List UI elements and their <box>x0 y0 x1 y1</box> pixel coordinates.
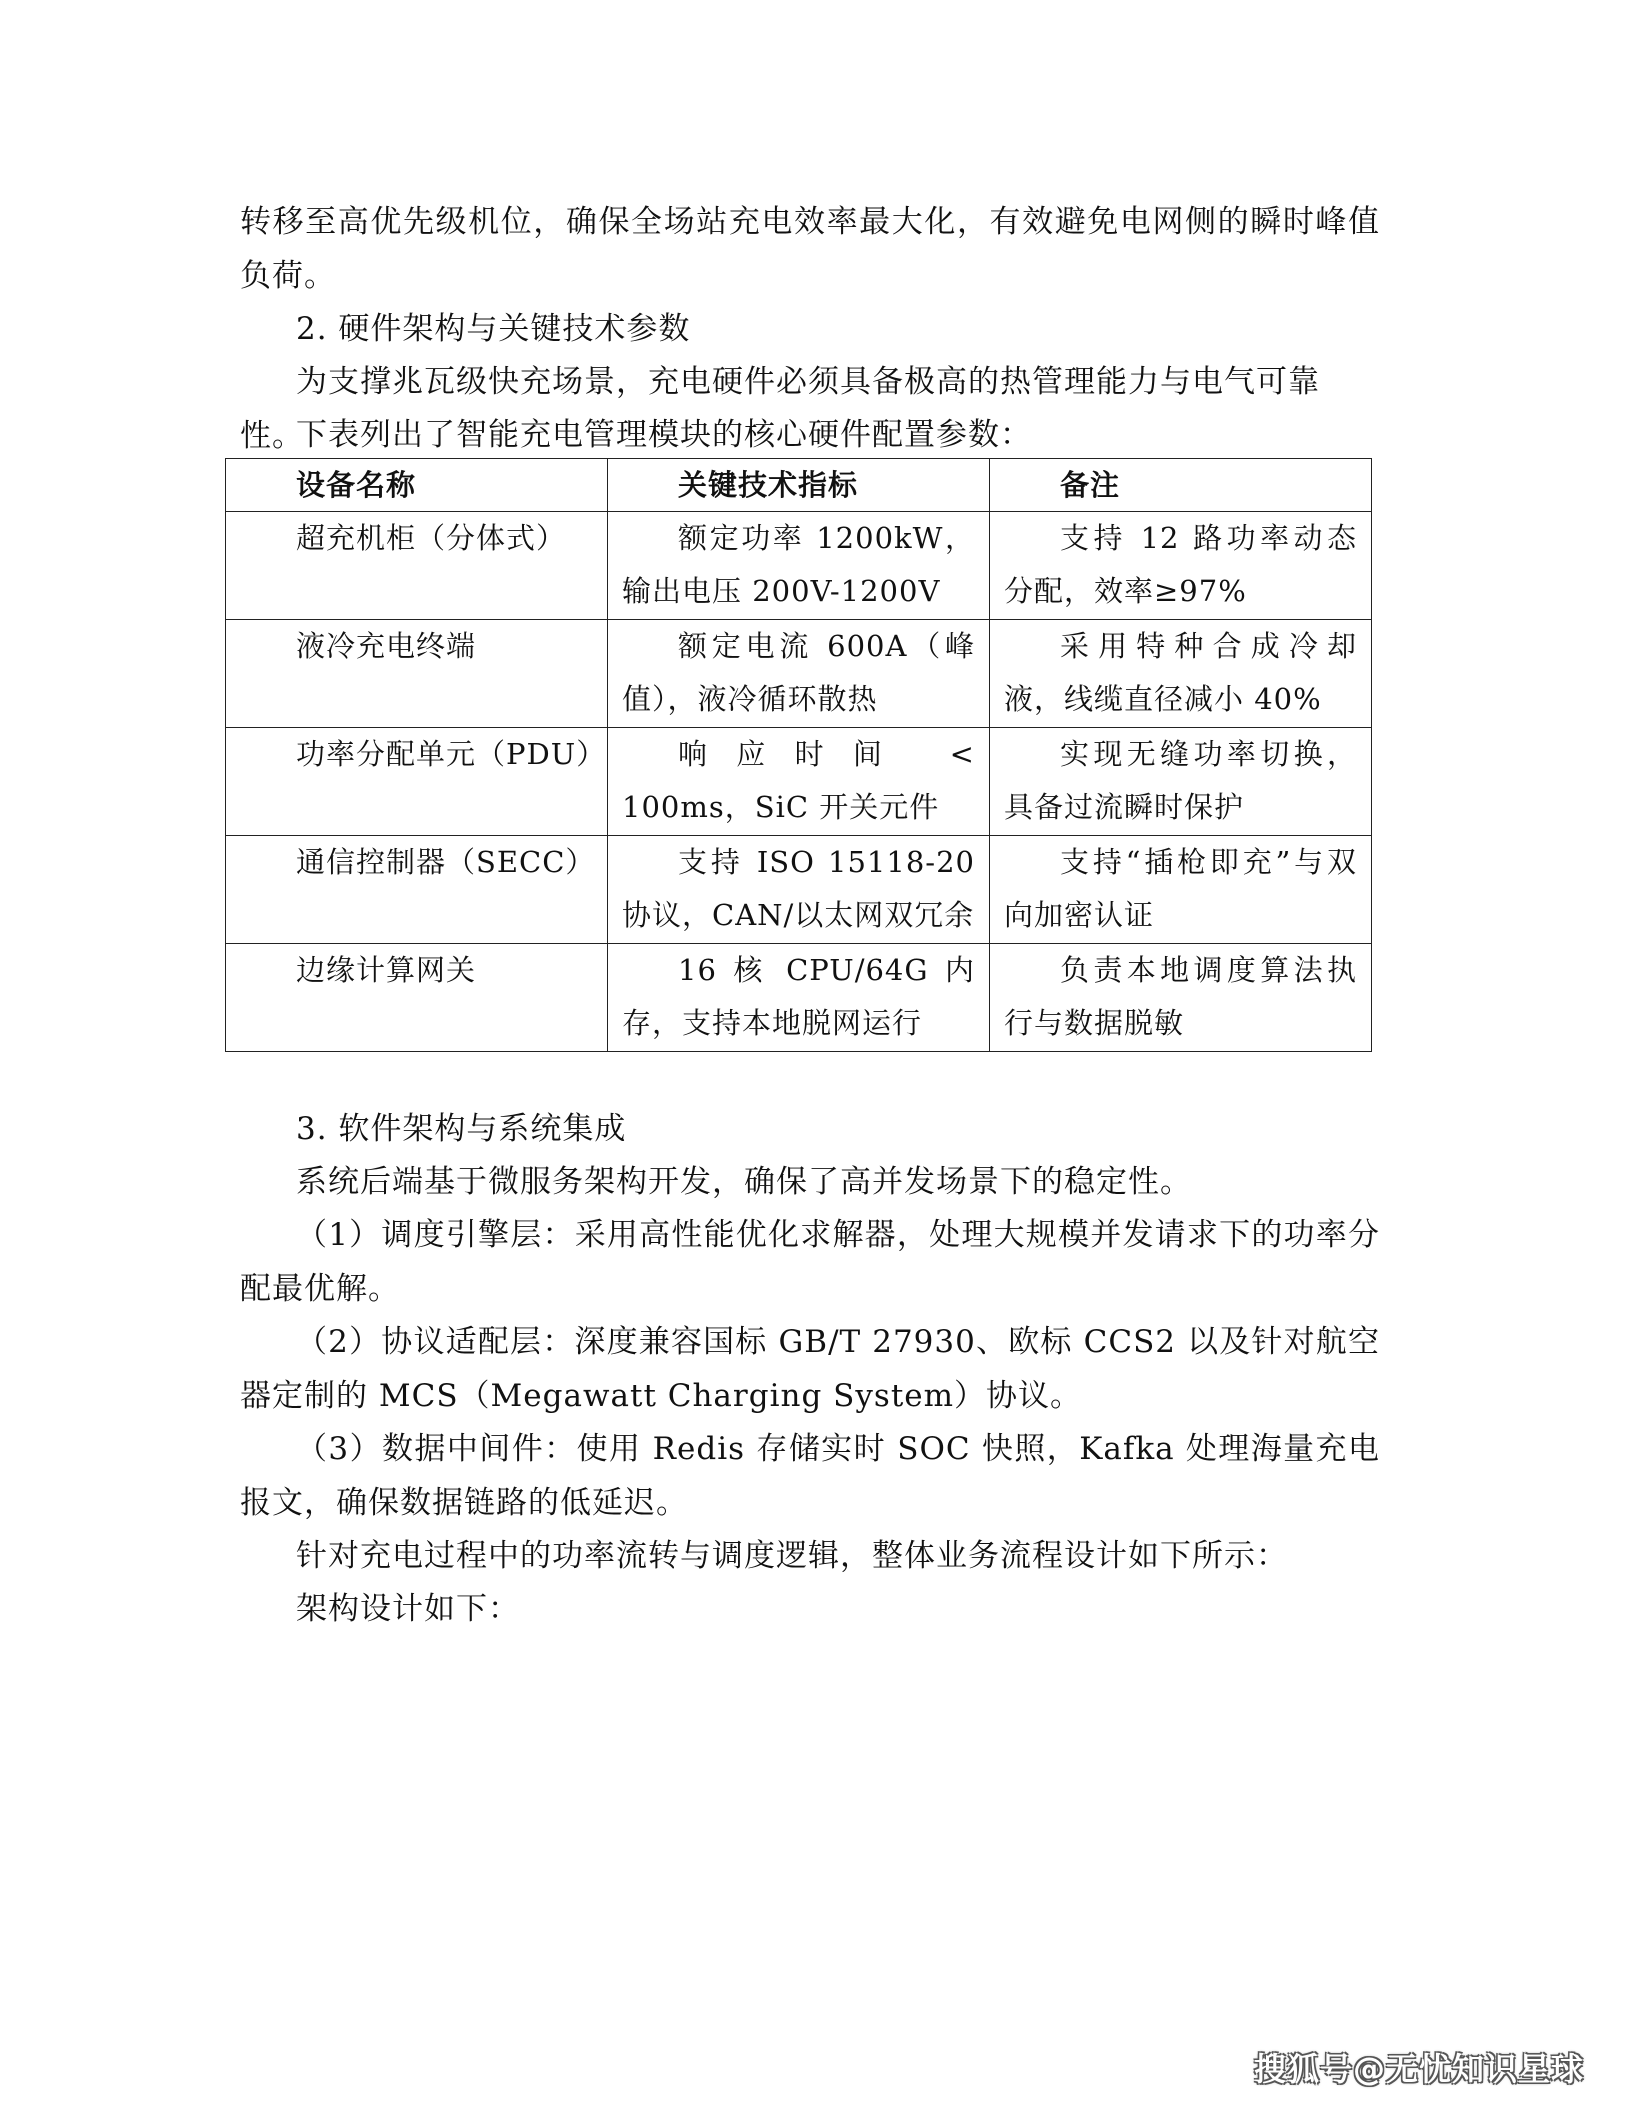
table-header-row <box>226 459 1372 512</box>
cell-text: 响应时间 < 100ms，SiC 开关元件 <box>622 737 975 824</box>
table-cell <box>608 944 990 1052</box>
cell-text: 额定功率 1200kW，输出电压 200V-1200V <box>622 521 975 608</box>
table-header-cell: 设备名称 <box>226 459 608 512</box>
paragraph-continuation: 转移至高优先级机位，确保全场站充电效率最大化，有效避免电网侧的瞬时峰值负荷。 <box>240 204 1380 294</box>
paragraph-scheduling-engine: （1）调度引擎层：采用高性能优化求解器，处理大规模并发请求下的功率分配最优解。 <box>240 1217 1380 1307</box>
paragraph-data-middleware: （3）数据中间件：使用 Redis 存储实时 SOC 快照，Kafka 处理海量充电报文，确保数据链路的低延迟。 <box>240 1431 1380 1521</box>
table-row <box>226 728 1372 836</box>
paragraph-protocol-adapter: （2）协议适配层：深度兼容国标 GB/T 27930、欧标 CCS2 以及针对航空器定制的 MCS（Megawatt Charging System）协议。 <box>240 1324 1380 1414</box>
cell-text: 负责本地调度算法执行与数据脱敏 <box>1004 953 1357 1040</box>
cell-text: 液冷充电终端 <box>296 629 477 663</box>
table-cell <box>608 728 990 836</box>
table-cell <box>226 620 608 728</box>
table-row <box>226 512 1372 620</box>
table-row <box>226 944 1372 1052</box>
table-cell <box>608 620 990 728</box>
table-cell <box>226 836 608 944</box>
table-cell <box>226 512 608 620</box>
table-cell <box>990 836 1372 944</box>
paragraph-hardware-intro: 为支撑兆瓦级快充场景，充电硬件必须具备极高的热管理能力与电气可靠性。 <box>240 364 1320 454</box>
paragraph-table-intro: 下表列出了智能充电管理模块的核心硬件配置参数： <box>296 417 1032 453</box>
table-row <box>226 836 1372 944</box>
paragraph-flow-intro: 针对充电过程中的功率流转与调度逻辑，整体业务流程设计如下所示： <box>296 1538 1288 1574</box>
table-row <box>226 620 1372 728</box>
cell-text: 16 核 CPU/64G 内存，支持本地脱网运行 <box>622 953 975 1040</box>
cell-text: 额定电流 600A（峰值），液冷循环散热 <box>622 629 975 716</box>
table-header-cell: 关键技术指标 <box>608 459 990 512</box>
table-cell <box>608 512 990 620</box>
table-cell <box>990 944 1372 1052</box>
table-header-cell: 备注 <box>990 459 1372 512</box>
table-cell <box>226 728 608 836</box>
source-watermark: 搜狐号@无忧知识星球 <box>1253 2050 1584 2088</box>
hardware-spec-table <box>225 458 1372 1052</box>
paragraph-software-intro: 系统后端基于微服务架构开发，确保了高并发场景下的稳定性。 <box>296 1164 1192 1200</box>
table-cell <box>990 512 1372 620</box>
cell-text: 实现无缝功率切换，具备过流瞬时保护 <box>1004 737 1357 824</box>
cell-text: 边缘计算网关 <box>296 953 477 987</box>
cell-text: 支持 12 路功率动态分配，效率≥97% <box>1004 521 1357 608</box>
table-cell <box>990 620 1372 728</box>
cell-text: 支持“插枪即充”与双向加密认证 <box>1004 845 1357 932</box>
paragraph-architecture-intro: 架构设计如下： <box>296 1591 520 1627</box>
cell-text: 功率分配单元（PDU） <box>296 737 607 771</box>
cell-text: 通信控制器（SECC） <box>296 845 596 879</box>
cell-text: 超充机柜（分体式） <box>296 521 567 555</box>
table-cell <box>226 944 608 1052</box>
cell-text: 采用特种合成冷却液，线缆直径减小 40% <box>1004 629 1357 716</box>
section-heading-3: 3. 软件架构与系统集成 <box>296 1111 627 1147</box>
cell-text: 支持 ISO 15118-20 协议，CAN/以太网双冗余 <box>622 845 975 932</box>
section-heading-2: 2. 硬件架构与关键技术参数 <box>296 311 691 347</box>
table-cell <box>608 836 990 944</box>
table-cell <box>990 728 1372 836</box>
